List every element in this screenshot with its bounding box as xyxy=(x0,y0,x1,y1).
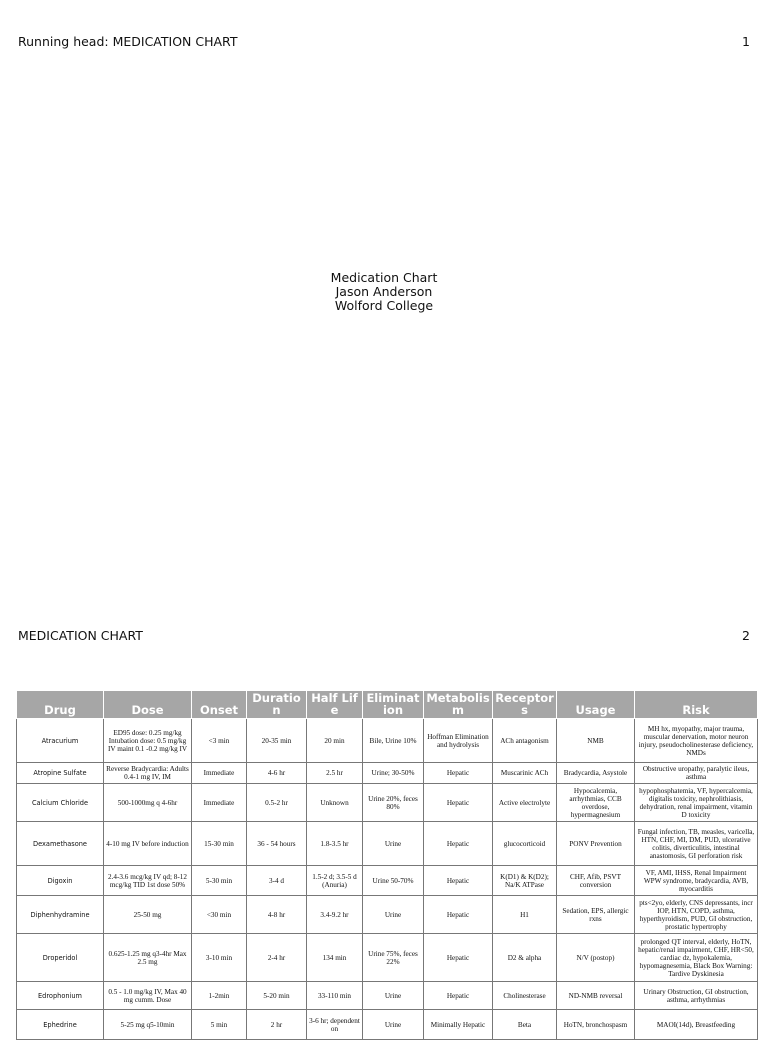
duration-cell: 36 - 54 hours xyxy=(247,822,307,866)
risk-cell: prolonged QT interval, elderly, HoTN, hepatic/renal impairment, CHF, HR<50, cardiac dz, hypokalemia, hypomagnesemia, Black Box Warning: Tardive Dyskinesia xyxy=(635,934,758,982)
receptors-cell: Beta xyxy=(493,1010,557,1040)
receptors-cell: ACh antagonism xyxy=(493,719,557,763)
risk-cell: MH hx, myopathy, major trauma, muscular denervation, motor neuron injury, pseudocholinesterase deficiency, NMDs xyxy=(635,719,758,763)
duration-cell: 3-4 d xyxy=(247,866,307,896)
half-life-cell: Unknown xyxy=(307,784,363,822)
table-row xyxy=(17,784,758,822)
receptors-cell: K(D1) & K(D2); Na/K ATPase xyxy=(493,866,557,896)
elimination-cell: Urine xyxy=(363,982,424,1010)
drug-cell: Edrophonium xyxy=(17,982,104,1010)
table-row xyxy=(17,866,758,896)
table-row xyxy=(17,822,758,866)
dose-cell: ED95 dose: 0.25 mg/kg Intubation dose: 0.5 mg/kg IV maint 0.1 -0.2 mg/kg IV xyxy=(104,719,192,763)
elimination-cell: Urine xyxy=(363,822,424,866)
duration-cell: 20-35 min xyxy=(247,719,307,763)
elimination-cell: Urine xyxy=(363,1010,424,1040)
column-header: Elimination xyxy=(363,691,424,719)
metabolism-cell: Hepatic xyxy=(424,896,493,934)
half-life-cell: 1.5-2 d; 3.5-5 d (Anuria) xyxy=(307,866,363,896)
half-life-cell: 33-110 min xyxy=(307,982,363,1010)
table-row xyxy=(17,719,758,763)
onset-cell: Immediate xyxy=(192,784,247,822)
usage-cell: Hypocalcemia, arrhythmias, CCB overdose, hypermagnesium xyxy=(557,784,635,822)
drug-cell: Ephedrine xyxy=(17,1010,104,1040)
half-life-cell: 3.4-9.2 hr xyxy=(307,896,363,934)
elimination-cell: Bile, Urine 10% xyxy=(363,719,424,763)
page-number: 1 xyxy=(742,34,750,49)
institution-name: Wolford College xyxy=(334,298,434,313)
half-life-cell: 1.8-3.5 hr xyxy=(307,822,363,866)
onset-cell: 5-30 min xyxy=(192,866,247,896)
author-name: Jason Anderson xyxy=(335,284,433,299)
duration-cell: 4-6 hr xyxy=(247,763,307,784)
risk-cell: Fungal infection, TB, measles, varicella, HTN, CHF, MI, DM, PUD, ulcerative colitis, diverticulitis, intestinal anastomosis, GI perforation risk xyxy=(635,822,758,866)
receptors-cell: Active electrolyte xyxy=(493,784,557,822)
column-header: Half Life xyxy=(307,691,363,719)
onset-cell: 15-30 min xyxy=(192,822,247,866)
metabolism-cell: Hepatic xyxy=(424,982,493,1010)
half-life-cell: 2.5 hr xyxy=(307,763,363,784)
duration-cell: 2-4 hr xyxy=(247,934,307,982)
usage-cell: CHF, Afib, PSVT conversion xyxy=(557,866,635,896)
chart-page xyxy=(0,600,768,1033)
table-row xyxy=(17,763,758,784)
table-row xyxy=(17,896,758,934)
elimination-cell: Urine 20%, feces 80% xyxy=(363,784,424,822)
running-head: MEDICATION CHART xyxy=(18,628,143,643)
medication-table xyxy=(16,690,758,1040)
document-title: Medication Chart xyxy=(330,270,438,285)
column-header: Drug xyxy=(17,691,104,719)
receptors-cell: glucocorticoid xyxy=(493,822,557,866)
onset-cell: <30 min xyxy=(192,896,247,934)
column-header: Duration xyxy=(247,691,307,719)
title-block xyxy=(0,271,768,313)
receptors-cell: H1 xyxy=(493,896,557,934)
dose-cell: 5-25 mg q5-10min xyxy=(104,1010,192,1040)
elimination-cell: Urine xyxy=(363,896,424,934)
dose-cell: 4-10 mg IV before induction xyxy=(104,822,192,866)
column-header: Onset xyxy=(192,691,247,719)
column-header: Metabolism xyxy=(424,691,493,719)
usage-cell: PONV Prevention xyxy=(557,822,635,866)
onset-cell: 1-2min xyxy=(192,982,247,1010)
duration-cell: 0.5-2 hr xyxy=(247,784,307,822)
usage-cell: ND-NMB reversal xyxy=(557,982,635,1010)
metabolism-cell: Hepatic xyxy=(424,784,493,822)
half-life-cell: 134 min xyxy=(307,934,363,982)
usage-cell: HoTN, bronchospasm xyxy=(557,1010,635,1040)
metabolism-cell: Hepatic xyxy=(424,934,493,982)
dose-cell: 2.4-3.6 mcg/kg IV qd; 8-12 mcg/kg TID 1st dose 50% xyxy=(104,866,192,896)
elimination-cell: Urine 50-70% xyxy=(363,866,424,896)
half-life-cell: 20 min xyxy=(307,719,363,763)
drug-cell: Diphenhydramine xyxy=(17,896,104,934)
risk-cell: Obstructive uropathy, paralytic ileus, asthma xyxy=(635,763,758,784)
metabolism-cell: Hepatic xyxy=(424,822,493,866)
receptors-cell: Cholinesterase xyxy=(493,982,557,1010)
usage-cell: Sedation, EPS, allergic rxns xyxy=(557,896,635,934)
dose-cell: 0.625-1.25 mg q3-4hr Max 2.5 mg xyxy=(104,934,192,982)
column-header: Receptors xyxy=(493,691,557,719)
drug-cell: Atropine Sulfate xyxy=(17,763,104,784)
table-row xyxy=(17,1010,758,1040)
usage-cell: NMB xyxy=(557,719,635,763)
drug-cell: Calcium Chloride xyxy=(17,784,104,822)
elimination-cell: Urine 75%, feces 22% xyxy=(363,934,424,982)
duration-cell: 2 hr xyxy=(247,1010,307,1040)
dose-cell: 500-1000mg q 4-6hr xyxy=(104,784,192,822)
drug-cell: Atracurium xyxy=(17,719,104,763)
risk-cell: MAOI(14d), Breastfeeding xyxy=(635,1010,758,1040)
drug-cell: Droperidol xyxy=(17,934,104,982)
risk-cell: pts<2yo, elderly, CNS depressants, incr IOP, HTN, COPD, asthma, hyperthyroidism, PUD, GI obstruction, prostatic hypertrophy xyxy=(635,896,758,934)
onset-cell: 5 min xyxy=(192,1010,247,1040)
metabolism-cell: Hepatic xyxy=(424,763,493,784)
duration-cell: 5-20 min xyxy=(247,982,307,1010)
duration-cell: 4-8 hr xyxy=(247,896,307,934)
dose-cell: Reverse Bradycardia: Adults 0.4-1 mg IV, IM xyxy=(104,763,192,784)
half-life-cell: 3-6 hr; dependent on xyxy=(307,1010,363,1040)
risk-cell: VF, AMI, IHSS, Renal Impairment WPW syndrome, bradycardia, AVB, myocarditis xyxy=(635,866,758,896)
dose-cell: 0.5 - 1.0 mg/kg IV, Max 40 mg cumm. Dose xyxy=(104,982,192,1010)
usage-cell: N/V (postop) xyxy=(557,934,635,982)
metabolism-cell: Hoffman Elimination and hydrolysis xyxy=(424,719,493,763)
onset-cell: 3-10 min xyxy=(192,934,247,982)
dose-cell: 25-50 mg xyxy=(104,896,192,934)
page-number: 2 xyxy=(742,628,750,643)
running-head: Running head: MEDICATION CHART xyxy=(18,34,238,49)
column-header: Usage xyxy=(557,691,635,719)
onset-cell: <3 min xyxy=(192,719,247,763)
receptors-cell: Muscarinic ACh xyxy=(493,763,557,784)
column-header: Dose xyxy=(104,691,192,719)
metabolism-cell: Minimally Hepatic xyxy=(424,1010,493,1040)
table-header-row xyxy=(17,691,758,719)
drug-cell: Dexamethasone xyxy=(17,822,104,866)
risk-cell: hypophosphatemia, VF, hypercalcemia, digitalis toxicity, nephrolithiasis, dehydration, renal impairment, vitamin D toxicity xyxy=(635,784,758,822)
elimination-cell: Urine; 30-50% xyxy=(363,763,424,784)
table-row xyxy=(17,934,758,982)
onset-cell: Immediate xyxy=(192,763,247,784)
receptors-cell: D2 & alpha xyxy=(493,934,557,982)
column-header: Risk xyxy=(635,691,758,719)
risk-cell: Urinary Obstruction, GI obstruction, asthma, arrhythmias xyxy=(635,982,758,1010)
table-row xyxy=(17,982,758,1010)
usage-cell: Bradycardia, Asystole xyxy=(557,763,635,784)
metabolism-cell: Hepatic xyxy=(424,866,493,896)
drug-cell: Digoxin xyxy=(17,866,104,896)
